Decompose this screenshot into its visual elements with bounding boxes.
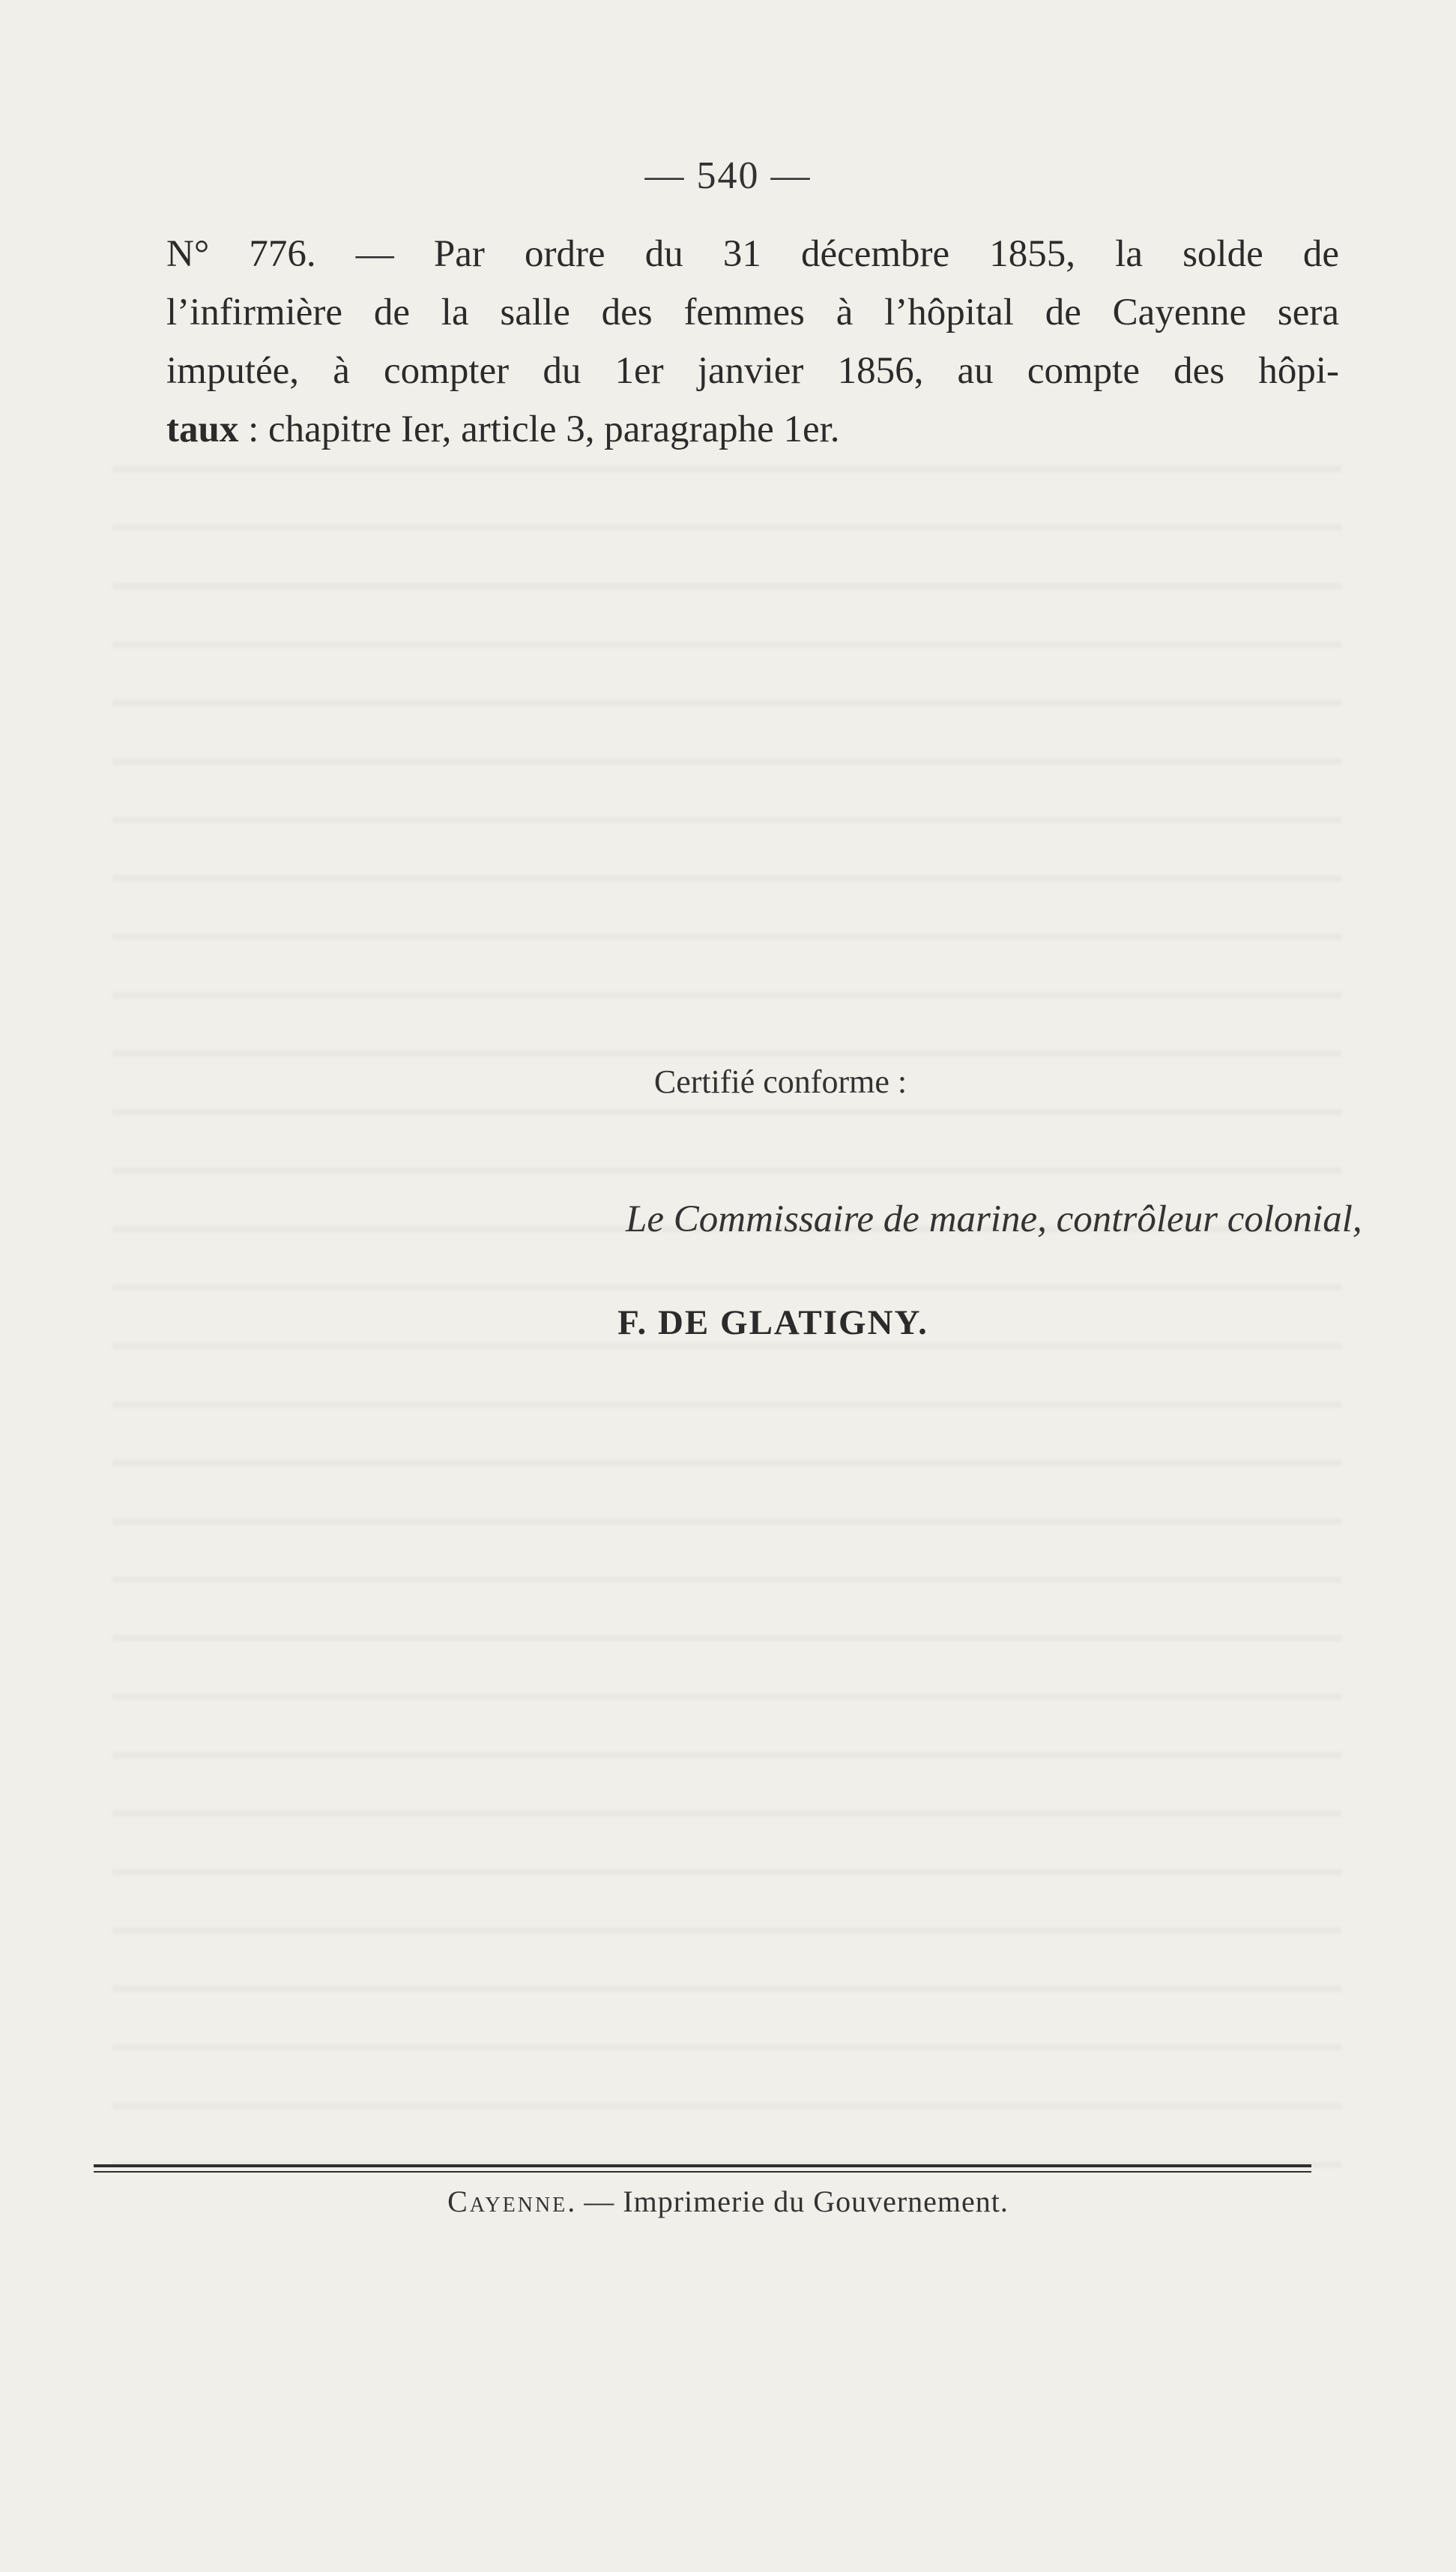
decree-line-2: l’infirmière de la salle des femmes à l’hôpital de Cayenne sera <box>166 292 1339 333</box>
decree-line-1: N° 776. — Par ordre du 31 décembre 1855, la solde de <box>166 233 1339 275</box>
footer-rule-thin <box>94 2171 1311 2173</box>
decree-line-4-rest: : chapitre Ier, article 3, paragraphe 1er. <box>238 408 840 450</box>
certification-label: Certifié conforme : <box>653 1063 907 1100</box>
imprint-place: Cayenne <box>447 2185 568 2218</box>
decree-line-4 <box>166 400 1339 459</box>
signatory-name: F. DE GLATIGNY. <box>617 1303 928 1342</box>
commissaire-title: Le Commissaire de marine, contrôleur colonial, <box>626 1198 1362 1240</box>
page-number: — 540 — <box>644 154 812 197</box>
decree-line-3: imputée, à compter du 1er janvier 1856, au compte des hôpi- <box>166 350 1339 392</box>
decree-line-4-bold: taux <box>166 408 239 450</box>
imprint-printer: . — Imprimerie du Gouvernement. <box>567 2185 1009 2218</box>
footer-rule-thick <box>94 2164 1311 2167</box>
decree-paragraph <box>166 225 1339 459</box>
printer-imprint <box>0 2184 1456 2219</box>
